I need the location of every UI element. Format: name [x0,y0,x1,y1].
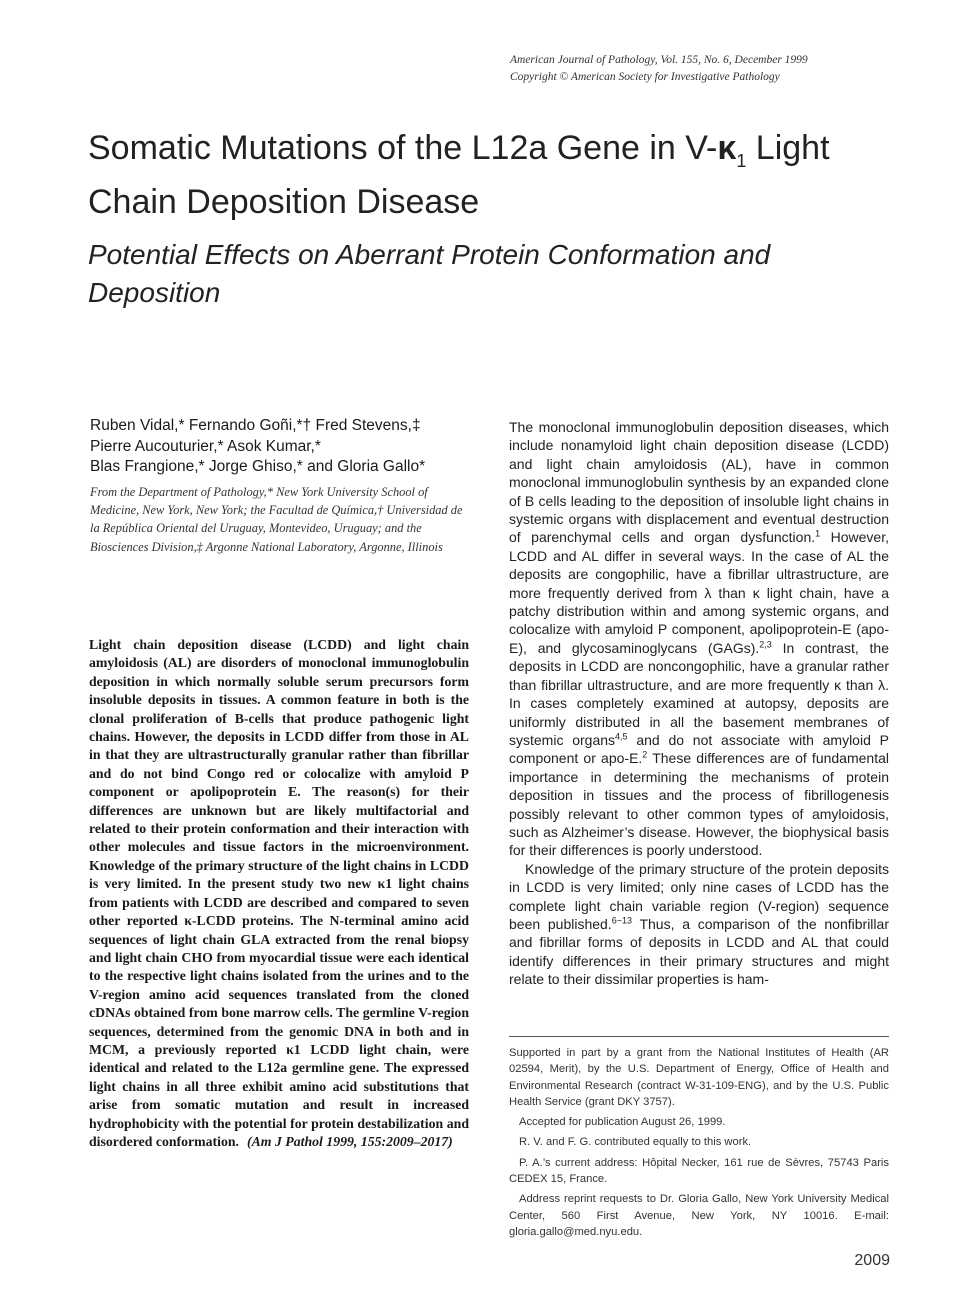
body-text-run: However, LCDD and AL differ in several ways. In the case of AL the deposits are congophilic, have a fibrillar ultrastructure, are more frequently derived from λ than κ light chain, have a patchy distribution within and among systemic organs, and colocalize with amyloid P component, apolipoprotein-E (apo-E), and glycosaminoglycans (GAGs). [509,529,889,656]
footnote-support: Supported in part by a grant from the National Institutes of Health (AR 02594, Merit), by the U.S. Department of Energy, Office of Health and Environmental Research (contract W-31-109-ENG), and by the U.S. Public Health Service (grant DKY 3757). [509,1047,889,1108]
title-kappa-subscript: 1 [736,150,747,171]
body-text-run: These differences are of fundamental importance in determining the mechanisms of protein deposition in tissues and the process of fibrillogenesis possibly relevant to other common types of amyloidosis, such as Alzheimer’s disease. However, the biophysical basis for their differences is poorly understood. [509,750,889,859]
journal-header [510,52,930,86]
article-title [88,128,908,223]
title-part-1: Somatic Mutations of the L12a Gene in V- [88,129,718,167]
abstract [89,636,469,1151]
footnote-current-address: P. A.’s current address: Hôpital Necker, 161 rue de Sèvres, 75743 Paris CEDEX 15, France. [509,1156,889,1186]
author-line: Ruben Vidal,* Fernando Goñi,*† Fred Stevens,‡ [90,417,421,434]
author-line: Blas Frangione,* Jorge Ghiso,* and Gloria Gallo* [90,458,426,475]
body-text-run: and do not associate with amyloid P component or apo-E. [509,731,889,767]
reference-marker: 2,3 [759,639,772,650]
body-text [509,418,889,989]
body-text-run: Knowledge of the primary structure of the protein deposits in LCDD is very limited; only nine cases of LCDD has the complete light chain variable region (V-region) sequence been published. [509,860,889,932]
abstract-text: Light chain deposition disease (LCDD) and light chain amyloidosis (AL) are disorders of monoclonal immunoglobulin deposition in which normally soluble serum precursors form insoluble deposits in tissues. A common feature in both is the clonal proliferation of B-cells that produce pathogenic light chains. However, the deposits in LCDD differ from those in AL in that they are ultrastructurally granular rather than fibrillar and do not bind Congo red or colocalize with amyloid P component or apolipoprotein E. The reason(s) for their differences are unknown but are likely multifactorial and related to their protein conformation and their interaction with other molecules and tissue factors in the microenvironment. Knowledge of the primary structure of the light chains in LCDD is very limited. In the present study two new κ1 light chains from patients with LCDD are described and compared to seven other reported κ-LCDD proteins. The N-terminal amino acid sequences of light chain GLA extracted from the renal biopsy and light chain CHO from myocardial tissue were each identical to the respective light chains isolated from the urines and to the V-region amino acid sequences translated from the cloned cDNAs obtained from bone marrow cells. The germline V-region sequences, determined from the genomic DNA in both and in MCM, a previously reported κ1 LCDD light chain, were identical and related to the L12a germline gene. The expressed light chains in all three exhibit amino acid substitutions that arise from somatic mutation and result in increased hydrophobicity with the potential for protein destabilization and disordered conformation. [89,637,469,1149]
footnotes [509,1045,889,1244]
journal-citation: American Journal of Pathology, Vol. 155, No. 6, December 1999 [510,54,808,66]
footnote-accepted: Accepted for publication August 26, 1999. [519,1116,726,1129]
body-paragraph [509,418,889,860]
page-number: 2009 [854,1252,890,1269]
author-list [90,416,470,478]
reference-marker: 4,5 [615,731,628,742]
footnote-divider [509,1036,889,1037]
body-text-run: Thus, a comparison of the nonfibrillar and fibrillar forms of deposits in LCDD and AL that could identify differences in their primary structures and might relate to their dissimilar properties is ham- [509,915,889,988]
footnote-reprint-requests: Address reprint requests to Dr. Gloria Gallo, New York University Medical Center, 560 First Avenue, New York, NY 10016. E-mail: gloria.gallo@med.nyu.edu. [509,1193,889,1238]
title-kappa: κ [717,129,737,167]
journal-copyright: Copyright © American Society for Investigative Pathology [510,71,780,83]
author-affiliations: From the Department of Pathology,* New York University School of Medicine, New York, New York; the Facultad de Química,† Universidad de la República Oriental del Uruguay, Montevideo, Uruguay; and the Biosciences Division,‡ Argonne National Laboratory, Argonne, Illinois [90,485,463,554]
body-paragraph [509,860,889,989]
body-text-run: In contrast, the deposits in LCDD are noncongophilic, have a granular rather than fibrillar ultrastructure, and are more frequently κ than λ. In cases completely examined at autopsy, deposits are uniformly distributed in all the basement membranes of systemic organs [509,639,890,748]
author-line: Pierre Aucouturier,* Asok Kumar,* [90,437,321,455]
footnote-equal-contribution: R. V. and F. G. contributed equally to this work. [519,1136,752,1149]
article-subtitle: Potential Effects on Aberrant Protein Conformation and Deposition [88,239,771,308]
body-text-run: The monoclonal immunoglobulin deposition diseases, which include nonamyloid light chain deposition disease (LCDD) and light chain amyloidosis (AL), have in common monoclonal immunoglobulin synthesis by an expanded clone of B cells leading to the deposition of insoluble light chains in systemic organs with displacement and eventual destruction of parenchymal cells and organ dysfunction. [509,419,889,546]
reference-marker: 1 [815,528,821,539]
title-part-2: Light Chain Deposition Disease [88,129,830,221]
reference-marker: 2 [642,749,648,760]
abstract-citation: (Am J Pathol 1999, 155:2009–2017) [246,1133,453,1149]
reference-marker: 6−13 [611,915,632,926]
